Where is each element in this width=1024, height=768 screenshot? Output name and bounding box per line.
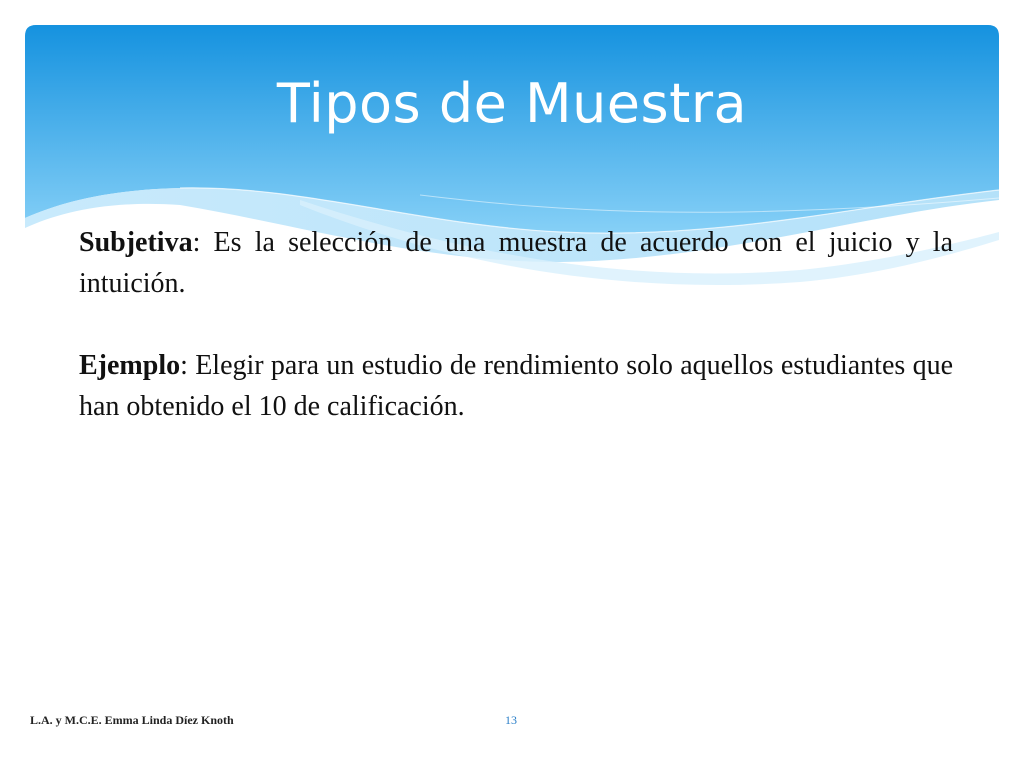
example-term: Ejemplo [79, 350, 181, 381]
definition-text: Es la selección de una muestra de acuerdo con el juicio y la intuición. [79, 227, 953, 299]
definition-term: Subjetiva [79, 227, 193, 258]
example-text: Elegir para un estudio de rendimiento solo aquellos estudiantes que han obtenido el 10 de calificación. [79, 350, 954, 422]
example-separator: : [180, 350, 196, 381]
slide-body [79, 222, 953, 468]
page-number: 13 [505, 713, 517, 727]
definition-separator: : [192, 227, 214, 258]
example-paragraph [79, 345, 953, 427]
footer-author: L.A. y M.C.E. Emma Linda Díez Knoth [30, 713, 234, 727]
definition-paragraph [79, 222, 953, 304]
slide-title: Tipos de Muestra [276, 72, 748, 135]
